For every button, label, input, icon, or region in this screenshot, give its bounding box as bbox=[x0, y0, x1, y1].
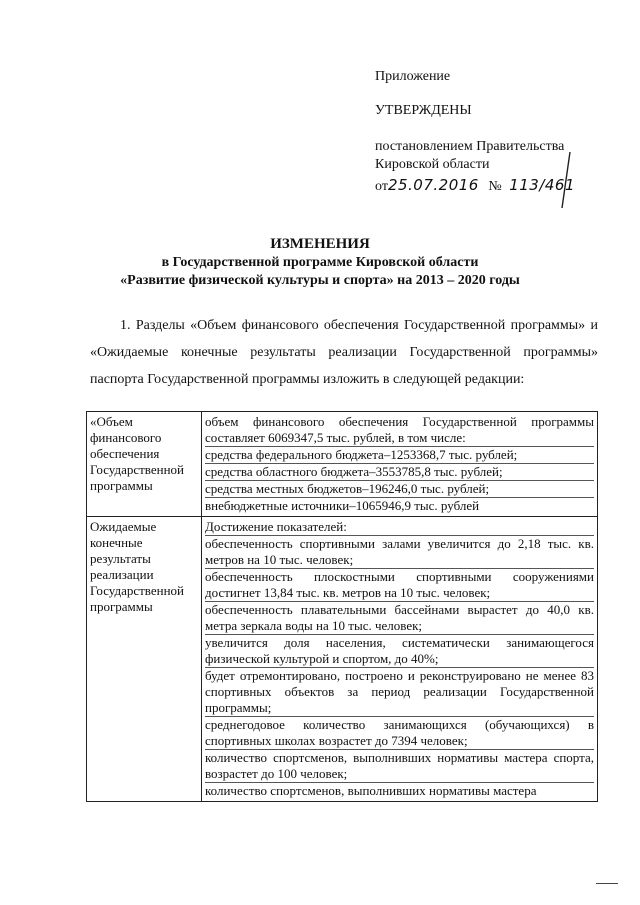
row-content-results bbox=[202, 517, 598, 802]
number-prefix: № bbox=[488, 179, 502, 194]
page-continuation-dash bbox=[596, 883, 618, 884]
results-line: обеспеченность спортивными залами увеличится до 2,18 тыс. кв. метров на 10 тыс. человек; bbox=[205, 536, 594, 567]
approval-stamp bbox=[375, 68, 615, 196]
results-line: Достижение показателей: bbox=[205, 519, 594, 536]
approved-label: УТВЕРЖДЕНЫ bbox=[375, 103, 472, 118]
financing-line: средства областного бюджета–3553785,8 тыс. рублей; bbox=[205, 464, 594, 481]
financing-line: средства местных бюджетов–196246,0 тыс. рублей; bbox=[205, 481, 594, 498]
row-content-financing bbox=[202, 412, 598, 517]
handwritten-slash-mark bbox=[548, 150, 578, 210]
date-prefix: от bbox=[375, 179, 388, 194]
row-label-financing: «Объем финансового обеспечения Государственной программы bbox=[87, 412, 202, 517]
title-line2: в Государственной программе Кировской области bbox=[161, 255, 479, 270]
financing-line: внебюджетные источники–1065946,9 тыс. рублей bbox=[205, 498, 480, 513]
approved-by-line1: постановлением Правительства bbox=[375, 139, 565, 154]
financing-line: средства федерального бюджета–1253368,7 тыс. рублей; bbox=[205, 447, 594, 464]
results-line: количество спортсменов, выполнивших нормативы мастера спорта, возрастет до 100 человек; bbox=[205, 750, 594, 781]
appendix-label: Приложение bbox=[375, 69, 451, 84]
results-line: обеспеченность плавательными бассейнами вырастет до 40,0 кв. метра зеркала воды на 10 тыс. человек; bbox=[205, 602, 594, 633]
results-line: увеличится доля населения, систематически занимающегося физической культурой и спортом, до 40%; bbox=[205, 635, 594, 666]
date-number-line bbox=[375, 176, 615, 196]
table-row bbox=[87, 412, 598, 517]
handwritten-date: 25.07.2016 bbox=[387, 176, 479, 194]
financing-line: объем финансового обеспечения Государственной программы составляет 6069347,5 тыс. рублей, в том числе: bbox=[205, 414, 594, 445]
table-row bbox=[87, 517, 598, 802]
results-line: обеспеченность плоскостными спортивными сооружениями достигнет 13,84 тыс. кв. метров на 10 тыс. человек; bbox=[205, 569, 594, 600]
body-paragraph: 1. Разделы «Объем финансового обеспечения Государственной программы» и «Ожидаемые конечные результаты реализации Государственной программы» паспорта Государственной программы изложить в следующей редакции: bbox=[90, 318, 598, 387]
results-line: среднегодовое количество занимающихся (обучающихся) в спортивных школах возрастет до 7394 человек; bbox=[205, 717, 594, 748]
row-label-results: Ожидаемые конечные результаты реализации Государственной программы bbox=[87, 517, 202, 802]
title-line3: «Развитие физической культуры и спорта» на 2013 – 2020 годы bbox=[120, 273, 520, 288]
document-title bbox=[40, 234, 600, 290]
results-line: будет отремонтировано, построено и реконструировано не менее 83 спортивных объектов за период реализации Государственной программы; bbox=[205, 668, 594, 715]
approved-by-line2: Кировской области bbox=[375, 157, 490, 172]
title-main: ИЗМЕНЕНИЯ bbox=[270, 236, 370, 252]
handwritten-number: 113/461 bbox=[509, 176, 576, 194]
passport-table bbox=[86, 411, 598, 802]
results-line: количество спортсменов, выполнивших нормативы мастера bbox=[205, 783, 537, 798]
